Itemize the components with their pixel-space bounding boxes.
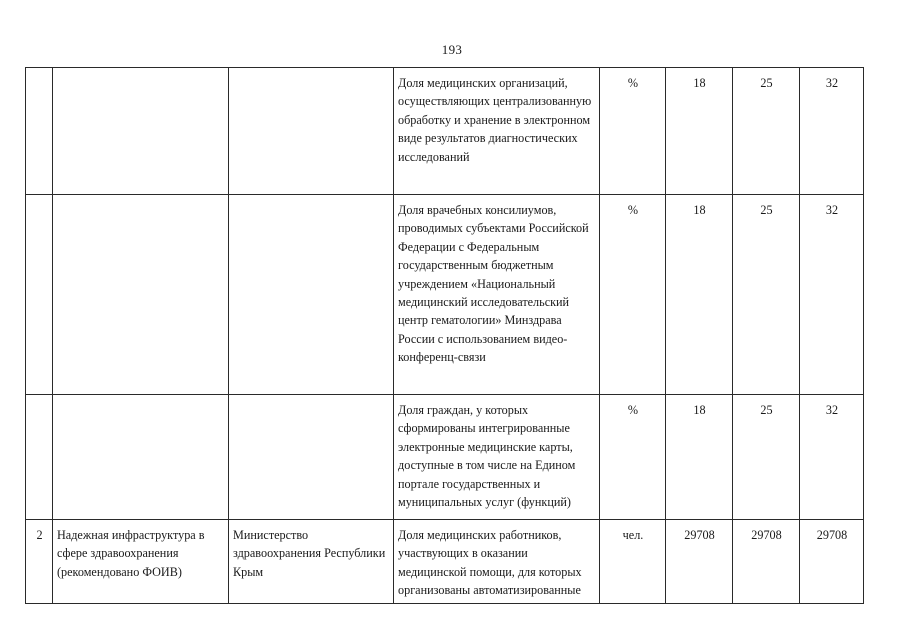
table-row xyxy=(26,195,864,395)
executor-cell xyxy=(229,68,394,195)
value-cell-3: 32 xyxy=(800,195,864,395)
indicators-table xyxy=(25,67,864,604)
project-name-cell xyxy=(53,68,229,195)
value-cell-1: 18 xyxy=(666,68,733,195)
value-cell-3: 29708 xyxy=(800,520,864,604)
row-number-cell xyxy=(26,195,53,395)
value-cell-2: 29708 xyxy=(733,520,800,604)
value-cell-2: 25 xyxy=(733,195,800,395)
table-row xyxy=(26,68,864,195)
value-cell-1: 18 xyxy=(666,395,733,520)
indicator-cell: Доля врачебных консилиумов, проводимых субъектами Российской Федерации с Федеральным государственным бюджетным учреждением «Национальный медицинский исследовательский центр гематологии» Минздрава России с использованием видео-конференц-связи xyxy=(394,195,600,395)
value-cell-1: 18 xyxy=(666,195,733,395)
row-number-cell xyxy=(26,395,53,520)
indicator-cell: Доля медицинских организаций, осуществляющих централизованную обработку и хранение в электронном виде результатов диагностических исследований xyxy=(394,68,600,195)
value-cell-3: 32 xyxy=(800,68,864,195)
project-name-cell xyxy=(53,395,229,520)
executor-cell xyxy=(229,395,394,520)
executor-cell xyxy=(229,195,394,395)
indicator-cell: Доля медицинских работников, участвующих в оказании медицинской помощи, для которых организованы автоматизированные xyxy=(394,520,600,604)
unit-cell: % xyxy=(600,68,666,195)
value-cell-2: 25 xyxy=(733,68,800,195)
unit-cell: % xyxy=(600,395,666,520)
project-name-cell xyxy=(53,195,229,395)
executor-cell: Министерство здравоохранения Республики Крым xyxy=(229,520,394,604)
value-cell-3: 32 xyxy=(800,395,864,520)
value-cell-1: 29708 xyxy=(666,520,733,604)
page-number: 193 xyxy=(441,42,463,57)
table-row xyxy=(26,395,864,520)
value-cell-2: 25 xyxy=(733,395,800,520)
row-number-cell: 2 xyxy=(26,520,53,604)
row-number-cell xyxy=(26,68,53,195)
project-name-cell: Надежная инфраструктура в сфере здравоохранения (рекомендовано ФОИВ) xyxy=(53,520,229,604)
table-row xyxy=(26,520,864,604)
unit-cell: чел. xyxy=(600,520,666,604)
unit-cell: % xyxy=(600,195,666,395)
indicator-cell: Доля граждан, у которых сформированы интегрированные электронные медицинские карты, доступные в том числе на Едином портале государственных и муниципальных услуг (функций) xyxy=(394,395,600,520)
